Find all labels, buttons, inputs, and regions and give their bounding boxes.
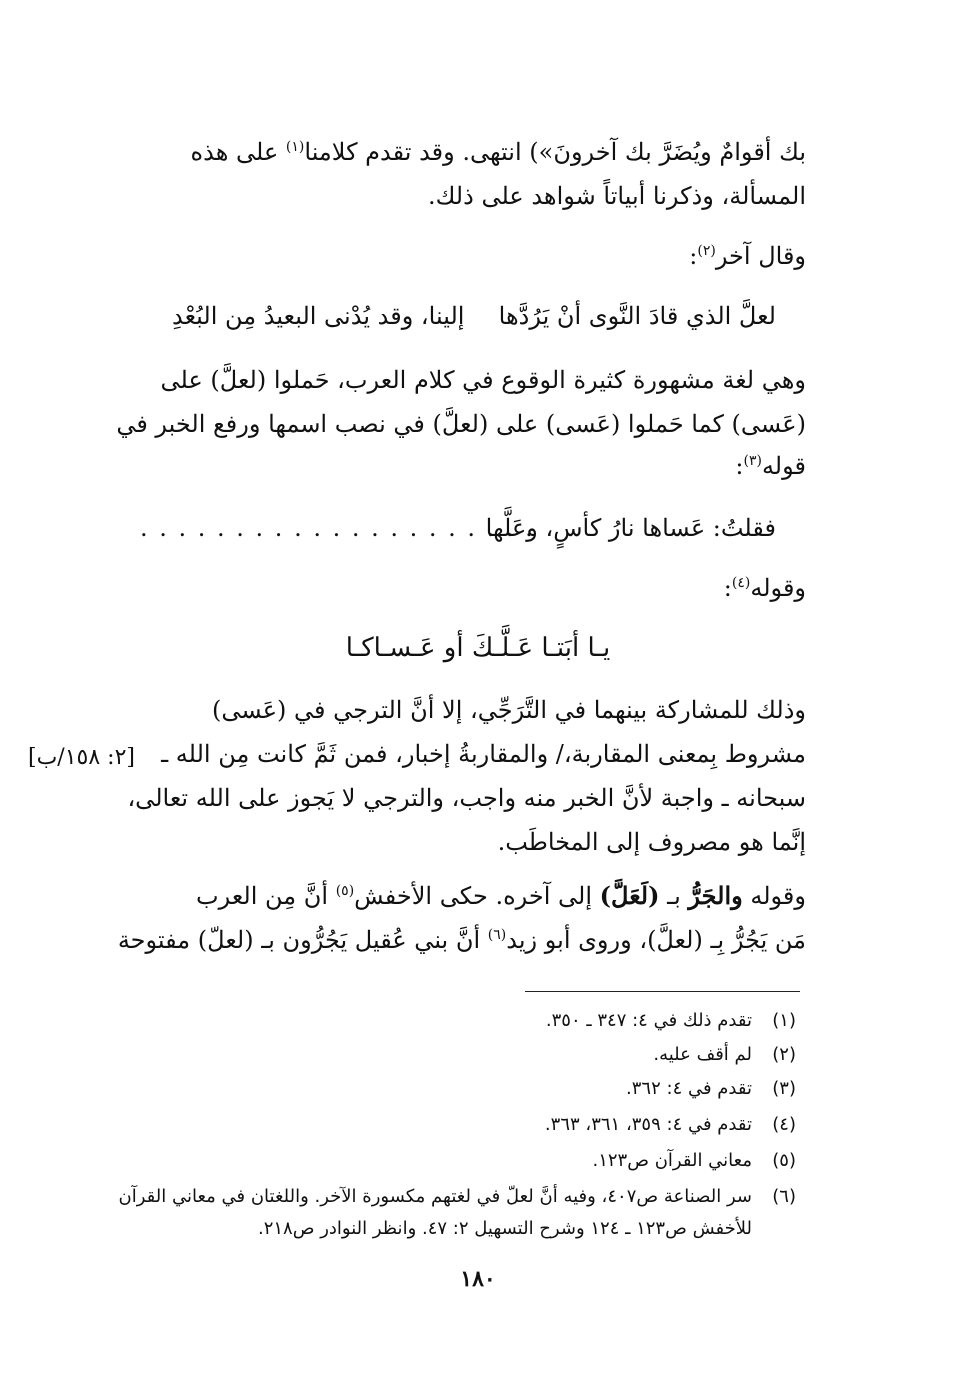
text-run: : <box>689 242 698 270</box>
footnote-text: لم أقف عليه. <box>653 1044 752 1065</box>
body-line-11 <box>96 920 806 960</box>
footnote-text: سر الصناعة ص٤٠٧، وفيه أنَّ لعلّ في لغتهم مكسورة الآخر. واللغتان في معاني القرآن <box>118 1186 752 1207</box>
footnote-number: (١) <box>772 1010 796 1031</box>
footnote-number: (٦) <box>772 1186 796 1207</box>
footnote-ref-3[interactable]: (٣) <box>743 453 762 469</box>
verse-3: يـا أبَتـا عَـلَّـكَ أو عَـسـاكـا <box>345 633 611 663</box>
footnote-number: (٥) <box>772 1150 796 1171</box>
footnote-text: تقدم ذلك في ٤: ٣٤٧ ـ ٣٥٠. <box>545 1010 752 1031</box>
body-line-9: إنَّما هو مصروف إلى المخاطَب. <box>497 828 806 856</box>
text-run: بك أقوامٌ ويُضَرَّ بك آخرونَ») انتهى. وقد تقدم كلامنا <box>304 138 806 166</box>
text-run: قوله <box>761 452 806 480</box>
footnote-text: للأخفش ص١٢٣ ـ ١٢٤ وشرح التسهيل ٢: ٤٧. وانظر النوادر ص٢١٨. <box>257 1218 752 1239</box>
footnote-ref-5[interactable]: (٥) <box>335 883 355 899</box>
verse-2-first-hemistich: فقلتُ: عَساها نارُ كأسٍ، وعَلَّها <box>485 514 776 542</box>
footnote-ref-4[interactable]: (٤) <box>731 575 751 591</box>
footnote-ref-6[interactable]: (٦) <box>487 927 507 943</box>
footnote-3 <box>626 1074 796 1104</box>
text-run: أنَّ مِن العرب <box>196 882 336 910</box>
text-run: : <box>735 452 744 480</box>
text-run: إلى آخره. حكى الأخفش <box>354 882 600 910</box>
body-line-10 <box>96 876 806 916</box>
body-line-7: مشروط بِمعنى المقاربة،/ والمقاربةُ إخبار، فمن ثَمَّ كانت مِن الله ـ <box>161 740 806 768</box>
footnote-ref-2[interactable]: (٢) <box>697 243 716 259</box>
text-run: على هذه <box>190 138 286 166</box>
footnote-text: تقدم في ٤: ٣٦٢. <box>626 1078 752 1099</box>
body-line-8: سبحانه ـ واجبة لأنَّ الخبر منه واجب، والترجي لا يَجوز على الله تعالى، <box>127 784 806 812</box>
verse-intro-3 <box>96 568 806 608</box>
footnote-6 <box>118 1182 796 1212</box>
body-line-6: وذلك للمشاركة بينهما في التَّرَجِّي، إلا أنَّ الترجي في (عَسى) <box>211 696 806 724</box>
footnote-2 <box>653 1040 796 1070</box>
body-line-5 <box>96 446 806 486</box>
footnote-number: (٣) <box>772 1078 796 1099</box>
footnote-ref-1[interactable]: (١) <box>285 139 305 155</box>
verse-1-first-hemistich: لعلَّ الذي قادَ النَّوى أنْ يَرُدَّها <box>498 302 776 330</box>
footnote-number: (٤) <box>772 1114 796 1135</box>
quoted-term: والجَرُّ <box>688 881 743 910</box>
manuscript-folio-note: [٢: ١٥٨/ب] <box>28 745 135 770</box>
verse-2-ellipsis: . . . . . . . . . . . . . . . . . . . . . <box>140 514 535 542</box>
footnote-6-continuation <box>258 1214 796 1244</box>
footnote-4 <box>545 1110 796 1140</box>
text-run: وقال آخر <box>715 242 806 270</box>
quoted-term: (لَعَلَّ) <box>599 881 660 910</box>
text-run: : <box>723 574 732 602</box>
body-line-4: (عَسى) كما حَملوا (عَسى) على (لعلَّ) في نصب اسمها ورفع الخبر في <box>116 410 806 438</box>
text-run: وقوله <box>742 882 806 910</box>
footnote-text: معاني القرآن ص١٢٣. <box>592 1150 752 1171</box>
page-number: ١٨٠ <box>460 1266 496 1292</box>
body-line-1 <box>96 132 806 172</box>
text-run: مَن يَجُرُّ بِـ (لعلَّ)، وروى أبو زيد <box>506 926 806 954</box>
text-run: أنَّ بني عُقيل يَجُرُّون بـ (لعلّ) مفتوحة <box>117 926 488 954</box>
body-line-2: المسألة، وذكرنا أبياتاً شواهد على ذلك. <box>427 182 806 210</box>
footnote-divider <box>525 991 800 992</box>
footnote-text: تقدم في ٤: ٣٥٩، ٣٦١، ٣٦٣. <box>544 1114 752 1135</box>
text-run: بـ <box>659 882 689 910</box>
footnote-number: (٢) <box>772 1044 796 1065</box>
footnote-1 <box>546 1006 796 1036</box>
text-run: وقوله <box>750 574 806 602</box>
body-line-3: وهي لغة مشهورة كثيرة الوقوع في كلام العرب، حَملوا (لعلَّ) على <box>160 366 806 394</box>
verse-1-second-hemistich: إلينا، وقد يُدْنى البعيدُ مِن البُعْدِ <box>172 302 465 330</box>
verse-intro-1 <box>96 236 806 276</box>
footnote-5 <box>592 1146 796 1176</box>
